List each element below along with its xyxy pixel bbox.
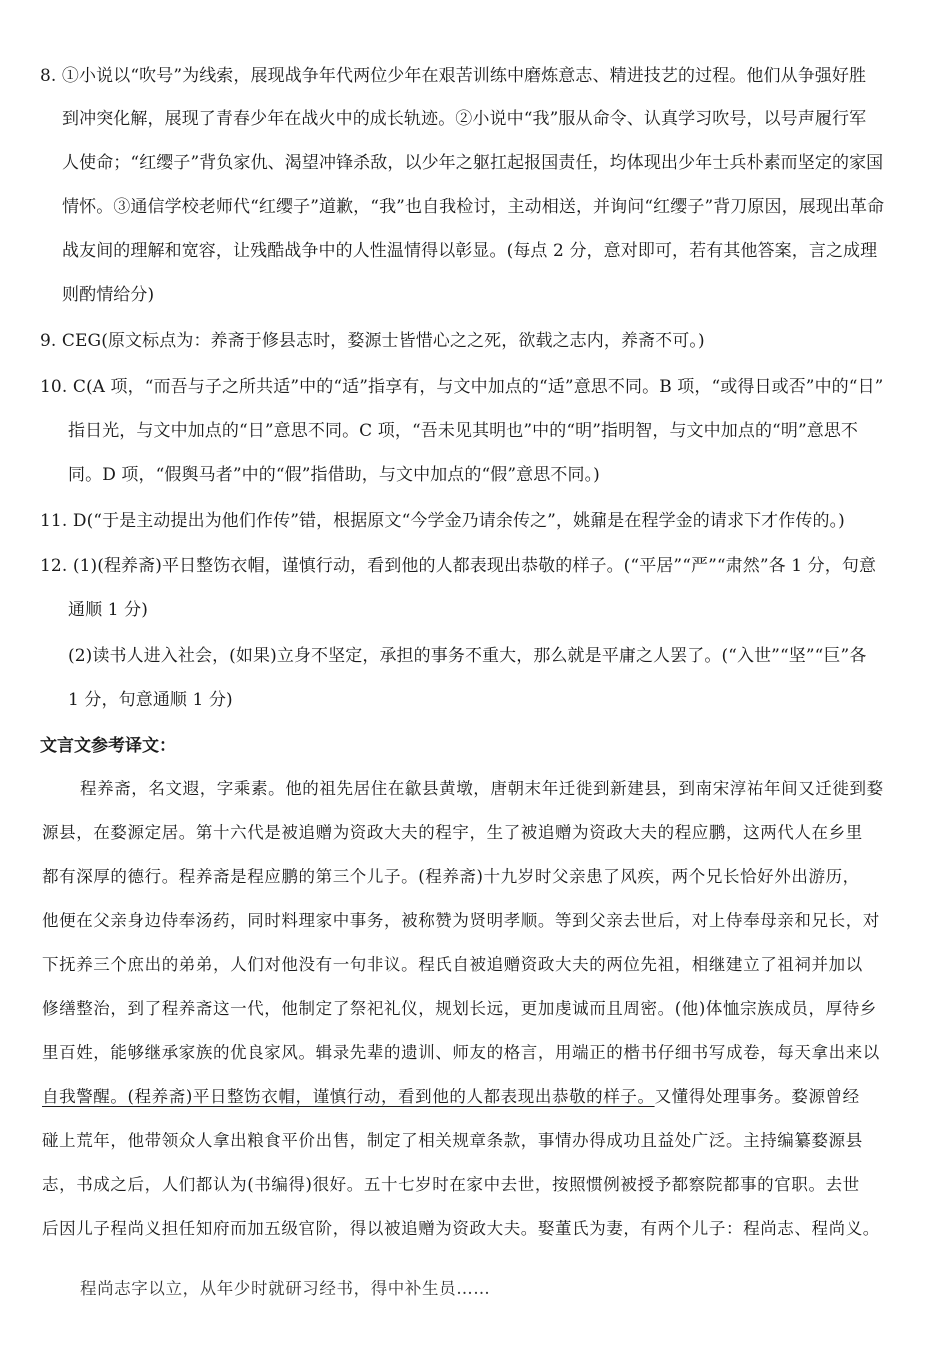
answer-9-line: 9. CEG(原文标点为：养斋于修县志时，婺源士皆惜心之之死，欲载之志内，养斋不可。): [40, 331, 705, 351]
answer-12-1-line-1: 12. (1)(程养斋)平日整饬衣帽，谨慎行动，看到他的人都表现出恭敬的样子。(“平居”“严”“肃然”各 1 分，句意: [40, 556, 877, 576]
answer-8-line-6: 则酌情给分): [62, 285, 155, 305]
answer-8-line-2: 到冲突化解，展现了青春少年在战火中的成长轨迹。②小说中“我”服从命令、认真学习吹号，以号声履行军: [62, 109, 867, 129]
cutoff-line: [0, 1273, 950, 1298]
answer-11-line: 11. D(“于是主动提出为他们作传”错，根据原文“今学金乃请余传之”，姚鼐是在程学金的请求下才作传的。): [40, 511, 845, 531]
answer-8-line-5: 战友间的理解和宽容，让残酷战争中的人性温情得以彰显。(每点 2 分，意对即可，若有其他答案，言之成理: [62, 241, 878, 261]
translation-line-11: 后因儿子程尚义担任知府而加五级官阶，得以被追赠为资政大夫。娶董氏为妻，有两个儿子：程尚志、程尚义。: [42, 1219, 880, 1238]
answer-12-1-line-2: 通顺 1 分): [68, 600, 148, 620]
cutoff-text: 程尚志字以立，从年少时就研习经书，得中补生员……: [80, 1279, 491, 1298]
translation-line-4: 他便在父亲身边侍奉汤药，同时料理家中事务，被称赞为贤明孝顺。等到父亲去世后，对上侍奉母亲和兄长，对: [42, 911, 880, 930]
translation-line-8: [42, 1086, 860, 1110]
answer-8-line-1: 8. ①小说以“吹号”为线索，展现战争年代两位少年在艰苦训练中磨炼意志、精进技艺的过程。他们从争强好胜: [40, 66, 867, 86]
translation-line-1: 程养斋，名文遐，字乘素。他的祖先居住在歙县黄墩，唐朝末年迁徙到新建县，到南宋淳祐年间又迁徙到婺: [80, 779, 884, 798]
answer-12-2-line-2: 1 分，句意通顺 1 分): [68, 690, 233, 710]
translation-line-3: 都有深厚的德行。程养斋是程应鹏的第三个儿子。(程养斋)十九岁时父亲患了风疾，两个兄长恰好外出游历，: [42, 867, 860, 886]
answer-8-line-3: 人使命；“红缨子”背负家仇、渴望冲锋杀敌，以少年之躯扛起报国责任，均体现出少年士兵朴素而坚定的家国: [62, 153, 884, 173]
translation-line-5: 下抚养三个庶出的弟弟，人们对他没有一句非议。程氏自被追赠资政大夫的两位先祖，相继建立了祖祠并加以: [42, 955, 863, 974]
translation-line-8-rest: 又懂得处理事务。婺源曾经: [654, 1087, 860, 1106]
translation-line-6: 修缮整治，到了程养斋这一代，他制定了祭祀礼仪，规划长远，更加虔诚而且周密。(他)体恤宗族成员，厚待乡: [42, 999, 877, 1018]
answer-12-2-line-1: (2)读书人进入社会，(如果)立身不坚定，承担的事务不重大，那么就是平庸之人罢了。(“入世”“坚”“巨”各: [68, 646, 867, 666]
translation-line-2: 源县，在婺源定居。第十六代是被追赠为资政大夫的程宇，生了被追赠为资政大夫的程应鹏，这两代人在乡里: [42, 823, 863, 842]
translation-line-7: 里百姓，能够继承家族的优良家风。辑录先辈的遗训、师友的格言，用端正的楷书仔细书写成卷，每天拿出来以: [42, 1043, 880, 1062]
answer-8-line-4: 情怀。③通信学校老师代“红缨子”道歉，“我”也自我检讨，主动相送，并询问“红缨子”背刀原因，展现出革命: [62, 197, 885, 217]
underlined-key-sentence: 自我警醒。(程养斋)平日整饬衣帽，谨慎行动，看到他的人都表现出恭敬的样子。: [42, 1087, 655, 1106]
translation-line-9: 碰上荒年，他带领众人拿出粮食平价出售，制定了相关规章条款，事情办得成功且益处广泛。主持编纂婺源县: [42, 1131, 863, 1150]
answer-10-line-3: 同。D 项，“假舆马者”中的“假”指借助，与文中加点的“假”意思不同。): [68, 465, 600, 485]
answer-10-line-2: 指日光，与文中加点的“日”意思不同。C 项，“吾未见其明也”中的“明”指明智，与文中加点的“明”意思不: [68, 421, 859, 441]
answer-10-line-1: 10. C(A 项，“而吾与子之所共适”中的“适”指享有，与文中加点的“适”意思不同。B 项，“或得日或否”中的“日”: [40, 377, 884, 397]
translation-line-10: 志，书成之后，人们都认为(书编得)很好。五十七岁时在家中去世，按照惯例被授予都察院都事的官职。去世: [42, 1175, 860, 1194]
translation-heading: 文言文参考译文：: [40, 736, 176, 756]
